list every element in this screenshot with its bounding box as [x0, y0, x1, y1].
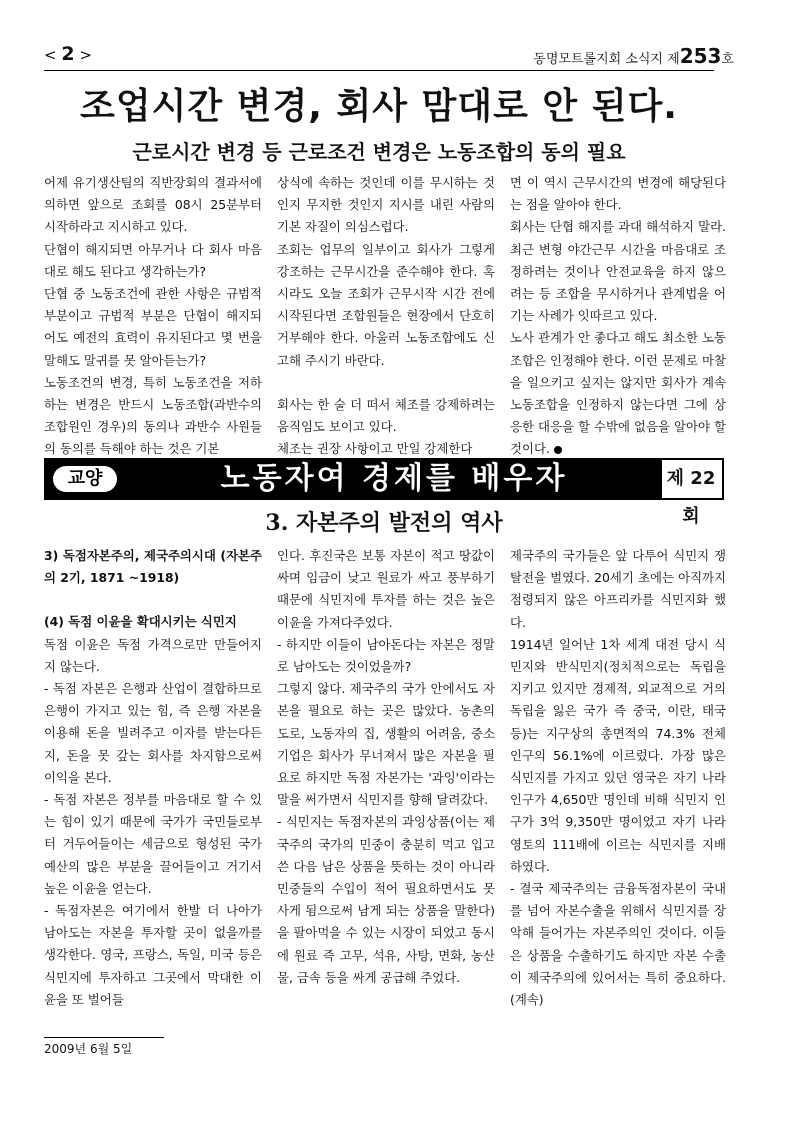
article-column-2	[277, 172, 495, 460]
economics-column-1	[44, 545, 262, 1011]
subheading: (4) 독점 이윤을 확대시키는 식민지	[44, 614, 237, 630]
paragraph: 어제 유기생산팀의 직반장회의 결과서에 의하면 앞으로 조회를 08시 25분부터 시작하라고 지시하고 있다.	[44, 175, 262, 235]
paragraph: 노동조건의 변경, 특히 노동조건을 저하하는 변경은 반드시 노동조합(과반수의 조합원인 경우)의 동의나 과반수 사원들의 동의를 득해야 하는 것은 기본	[44, 374, 262, 457]
paragraph: 단협이 해지되면 아무거나 다 회사 마음대로 해도 된다고 생각하는가?	[44, 241, 262, 279]
banner-title: 노동자여 경제를 배우자	[126, 460, 662, 498]
paragraph-gap	[44, 589, 262, 611]
paragraph: 1914년 일어난 1차 세계 대전 당시 식민지와 반식민지(정치적으로는 독립을 지키고 있지만 경제적, 외교적으로 거의 독립을 잃은 국가 즉 중국, 이란, 태국 등)는 지구상의 총면적의 74.3% 전체 인구의 56.1%에 이르렀다. 가장 많은 식민지를 가지고 있던 영국은 자기 나라 인구가 4,650만 명인데 비해 식민지 인구가 3억 9,350만 명이었고 자기 나라 영토의 111배에 이르는 식민지를 지배하였다.	[510, 636, 726, 874]
paragraph: 단협 중 노동조건에 관한 사항은 규범적 부분이고 규범적 부분은 단협이 해지되어도 예전의 효력이 유지된다고 몇 번을 말해도 말귀를 못 알아듣는가?	[44, 286, 262, 368]
paragraph: 체조는 권장 사항이고 만일 강제한다	[277, 441, 473, 457]
article-subtitle: 근로시간 변경 등 근로조건 변경은 노동조합의 동의 필요	[132, 140, 626, 164]
article-title: 조업시간 변경, 회사 맘대로 안 된다.	[80, 86, 678, 127]
header-rule	[44, 70, 714, 71]
article-column-3	[510, 172, 726, 461]
paragraph: - 독점 자본은 정부를 마음대로 할 수 있는 힘이 있기 때문에 국가가 국민들로부터 거두어들이는 세금으로 형성된 국가 예산의 많은 부분을 끌어들이고 거기서 높은 이윤을 얻는다.	[44, 792, 262, 896]
paragraph: - 독점 자본은 은행과 산업이 결합하므로 은행이 가지고 있는 힘, 즉 은행 자본을 이용해 돈을 빌려주고 이자를 받는다든지, 돈을 못 갚는 회사를 차지함으로써 이익을 본다.	[44, 681, 262, 785]
banner-tag	[46, 460, 126, 498]
paragraph: 노사 관계가 안 좋다고 해도 최소한 노동조합은 인정해야 한다. 이런 문제로 마찰을 일으키고 싶지는 않지만 회사가 계속 노동조합을 인정하지 않는다면 그에 상응한 대응을 할 수밖에 없음을 알아야 할 것이다.	[510, 330, 726, 457]
paragraph: 회사는 한 술 더 떠서 체조를 강제하려는 움직임도 보이고 있다.	[277, 396, 495, 435]
paragraph: 조회는 업무의 일부이고 회사가 그렇게 강조하는 근무시간을 준수해야 한다. 혹시라도 오늘 조회가 근무시작 시간 전에 시작된다면 조합원들은 현장에서 단호히 거부해야 한다. 아울러 노동조합에도 신고해 주시기 바란다.	[277, 241, 495, 368]
footer-rule	[44, 1037, 164, 1038]
banner-episode: 제 22 회	[666, 468, 716, 527]
section-title: 3. 자본주의 발전의 역사	[265, 510, 503, 536]
paragraph: - 하지만 이들이 남아돈다는 자본은 정말로 남아도는 것이었을까?	[277, 636, 495, 675]
paragraph: 그렇지 않다. 제국주의 국가 안에서도 자본을 필요로 하는 곳은 많았다. 농촌의 도로, 노동자의 집, 생활의 어려움, 중소기업은 회사가 무너져서 많은 자본을 필요로 하지만 독점 자본가는 '과잉'이라는 말을 써가면서 식민지를 향해 달려갔다.	[277, 681, 495, 808]
paragraph: - 결국 제국주의는 금융독점자본이 국내를 넘어 자본수출을 위해서 식민지를 장악해 들어가는 자본주의인 것이다. 이들은 상품을 수출하기도 하지만 자본 수출이 제국주의에 있어서는 특히 중요하다. (계속)	[510, 881, 726, 1008]
article-column-1	[44, 172, 262, 461]
subheading: 3) 독점자본주의, 제국주의시대 (자본주의 2기, 1871 ~1918)	[44, 548, 262, 586]
paragraph: 상식에 속하는 것인데 이를 무시하는 것인지 무지한 것인지 지시를 내린 사람의 기본 자질이 의심스럽다.	[277, 175, 495, 235]
end-bullet-icon	[554, 446, 562, 454]
paragraph: 회사는 단협 해지를 과대 해석하지 말라. 최근 변형 야간근무 시간을 마음대로 조정하려는 것이나 안전교육을 하지 않으려는 등 조합을 무시하거나 관계법을 어기는 사례가 잇따르고 있다.	[510, 219, 726, 324]
economics-column-3	[510, 545, 726, 1011]
paragraph: 인다. 후진국은 보통 자본이 적고 땅값이 싸며 임금이 낮고 원료가 싸고 풍부하기 때문에 식민지에 투자를 하는 것은 높은 이윤을 가져다주었다.	[277, 548, 495, 630]
publication-date: 2009년 6월 5일	[44, 1042, 133, 1056]
page-number: < 2 >	[44, 43, 92, 65]
paragraph: 면 이 역시 근무시간의 변경에 해당된다는 점을 알아야 한다.	[510, 175, 726, 213]
economics-column-2	[277, 545, 495, 989]
paragraph-gap	[277, 372, 495, 394]
paragraph: - 독점자본은 여기에서 한발 더 나아가 남아도는 자본을 투자할 곳이 없을까를 생각한다. 영국, 프랑스, 독일, 미국 등은 식민지에 투자하고 그곳에서 막대한 이윤을 또 벌어들	[44, 903, 262, 1007]
newsletter-issue: 동명모트롤지회 소식지 제253호	[533, 44, 734, 68]
paragraph: 제국주의 국가들은 앞 다투어 식민지 쟁탈전을 벌였다. 20세기 초에는 아직까지 점령되지 않은 아프리카를 식민지화 했다.	[510, 548, 726, 630]
paragraph: - 식민지는 독점자본의 과잉상품(이는 제국주의 국가의 민중이 충분히 먹고 입고 쓴 다음 남은 상품을 뜻하는 것이 아니라 민중들의 수입이 적어 필요하면서도 못 사게 됨으로써 남게 되는 상품을 말한다)을 팔아먹을 수 있는 시장이 되었고 동시에 원료 즉 고무, 석유, 사탕, 면화, 농산물, 금속 등을 싸게 공급해 주었다.	[277, 814, 495, 985]
paragraph: 독점 이윤은 독점 가격으로만 만들어지지 않는다.	[44, 636, 262, 674]
banner-tag-label: 교양	[53, 466, 117, 492]
